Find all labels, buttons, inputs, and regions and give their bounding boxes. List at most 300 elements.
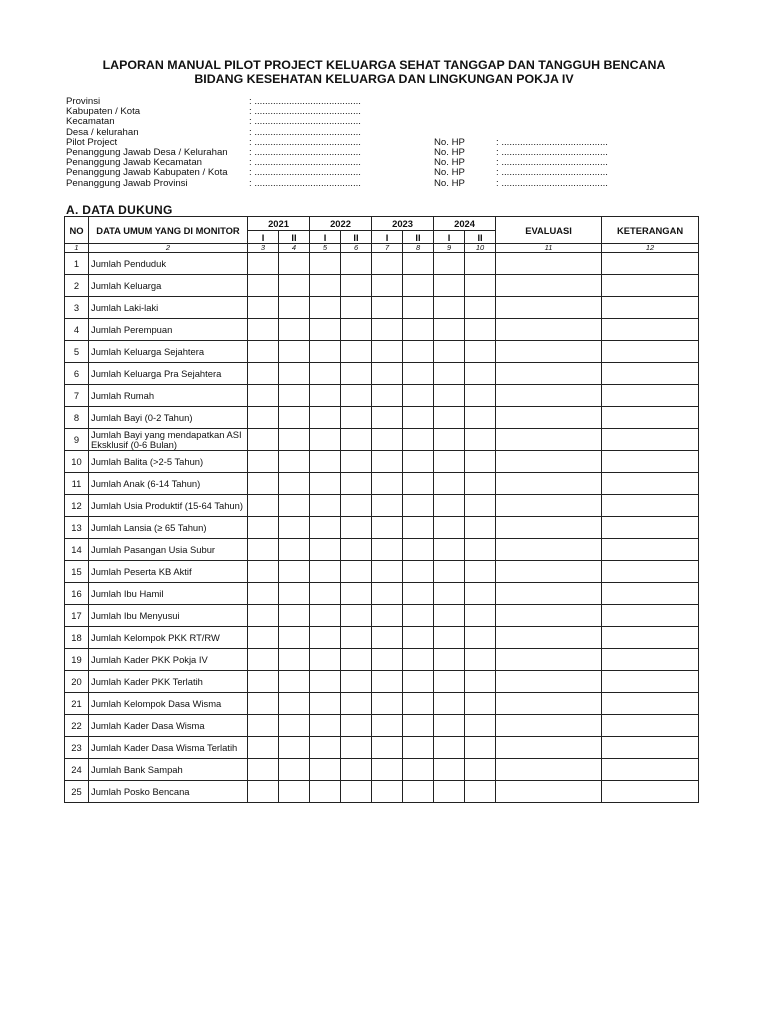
semester-cell[interactable] <box>403 429 434 451</box>
report-title <box>0 58 768 86</box>
semester-cell[interactable] <box>465 583 496 605</box>
hp-value: : ........................................ <box>496 146 608 158</box>
semester-cell[interactable] <box>465 451 496 473</box>
semester-cell[interactable] <box>372 539 403 561</box>
table-row <box>65 627 699 649</box>
semester-cell[interactable] <box>341 297 372 319</box>
row-number: 16 <box>65 583 89 605</box>
semester-cell[interactable] <box>310 495 341 517</box>
semester-cell[interactable] <box>403 561 434 583</box>
semester-cell[interactable] <box>341 407 372 429</box>
semester-cell[interactable] <box>341 275 372 297</box>
semester-cell[interactable] <box>279 561 310 583</box>
table-row <box>65 363 699 385</box>
semester-cell[interactable] <box>465 473 496 495</box>
semester-cell[interactable] <box>310 759 341 781</box>
row-label: Jumlah Kader PKK Terlatih <box>89 671 248 693</box>
semester-cell[interactable] <box>465 671 496 693</box>
row-number: 13 <box>65 517 89 539</box>
evaluasi-cell[interactable] <box>496 671 602 693</box>
evaluasi-cell[interactable] <box>496 407 602 429</box>
row-number: 15 <box>65 561 89 583</box>
evaluasi-cell[interactable] <box>496 539 602 561</box>
semester-cell[interactable] <box>341 451 372 473</box>
semester-cell[interactable] <box>465 517 496 539</box>
keterangan-cell[interactable] <box>602 341 699 363</box>
semester-cell[interactable] <box>403 627 434 649</box>
row-label: Jumlah Peserta KB Aktif <box>89 561 248 583</box>
semester-cell[interactable] <box>465 605 496 627</box>
semester-cell[interactable] <box>465 429 496 451</box>
evaluasi-cell[interactable] <box>496 561 602 583</box>
semester-cell[interactable] <box>372 561 403 583</box>
semester-cell[interactable] <box>434 407 465 429</box>
info-value: : ........................................ <box>249 116 361 128</box>
keterangan-cell[interactable] <box>602 561 699 583</box>
semester-cell[interactable] <box>248 451 279 473</box>
semester-cell[interactable] <box>465 649 496 671</box>
semester-cell[interactable] <box>310 671 341 693</box>
semester-cell[interactable] <box>372 363 403 385</box>
semester-cell[interactable] <box>465 693 496 715</box>
semester-cell[interactable] <box>248 429 279 451</box>
semester-cell[interactable] <box>248 297 279 319</box>
semester-cell[interactable] <box>403 517 434 539</box>
semester-cell[interactable] <box>279 781 310 803</box>
semester-cell[interactable] <box>341 605 372 627</box>
row-label: Jumlah Ibu Menyusui <box>89 605 248 627</box>
semester-cell[interactable] <box>279 341 310 363</box>
keterangan-cell[interactable] <box>602 759 699 781</box>
semester-cell[interactable] <box>279 451 310 473</box>
semester-cell[interactable] <box>248 253 279 275</box>
col-header-semester: I <box>434 231 465 244</box>
semester-cell[interactable] <box>403 693 434 715</box>
evaluasi-cell[interactable] <box>496 605 602 627</box>
col-number: 9 <box>434 244 465 253</box>
report-title-line-1: LAPORAN MANUAL PILOT PROJECT KELUARGA SEHAT TANGGAP DAN TANGGUH BENCANA <box>102 58 666 72</box>
semester-cell[interactable] <box>248 737 279 759</box>
info-value: : ........................................ <box>249 177 361 189</box>
table-row <box>65 253 699 275</box>
row-label: Jumlah Kader Dasa Wisma <box>89 715 248 737</box>
semester-cell[interactable] <box>279 715 310 737</box>
semester-cell[interactable] <box>248 517 279 539</box>
keterangan-cell[interactable] <box>602 429 699 451</box>
semester-cell[interactable] <box>403 385 434 407</box>
semester-cell[interactable] <box>434 319 465 341</box>
semester-cell[interactable] <box>310 583 341 605</box>
evaluasi-cell[interactable] <box>496 275 602 297</box>
semester-cell[interactable] <box>372 297 403 319</box>
semester-cell[interactable] <box>341 473 372 495</box>
semester-cell[interactable] <box>372 583 403 605</box>
row-number: 24 <box>65 759 89 781</box>
semester-cell[interactable] <box>279 627 310 649</box>
semester-cell[interactable] <box>403 451 434 473</box>
semester-cell[interactable] <box>310 253 341 275</box>
semester-cell[interactable] <box>248 759 279 781</box>
semester-cell[interactable] <box>341 583 372 605</box>
semester-cell[interactable] <box>465 341 496 363</box>
semester-cell[interactable] <box>434 429 465 451</box>
semester-cell[interactable] <box>248 671 279 693</box>
keterangan-cell[interactable] <box>602 649 699 671</box>
semester-cell[interactable] <box>403 319 434 341</box>
semester-cell[interactable] <box>279 385 310 407</box>
semester-cell[interactable] <box>279 363 310 385</box>
semester-cell[interactable] <box>403 649 434 671</box>
info-row <box>66 107 706 117</box>
semester-cell[interactable] <box>279 495 310 517</box>
semester-cell[interactable] <box>434 275 465 297</box>
semester-cell[interactable] <box>465 561 496 583</box>
semester-cell[interactable] <box>341 363 372 385</box>
semester-cell[interactable] <box>372 671 403 693</box>
semester-cell[interactable] <box>279 517 310 539</box>
semester-cell[interactable] <box>403 715 434 737</box>
semester-cell[interactable] <box>248 649 279 671</box>
evaluasi-cell[interactable] <box>496 341 602 363</box>
col-header-evaluasi: EVALUASI <box>496 217 602 244</box>
table-row <box>65 759 699 781</box>
semester-cell[interactable] <box>372 473 403 495</box>
semester-cell[interactable] <box>310 627 341 649</box>
evaluasi-cell[interactable] <box>496 649 602 671</box>
semester-cell[interactable] <box>341 495 372 517</box>
semester-cell[interactable] <box>279 407 310 429</box>
semester-cell[interactable] <box>434 363 465 385</box>
evaluasi-cell[interactable] <box>496 627 602 649</box>
keterangan-cell[interactable] <box>602 473 699 495</box>
semester-cell[interactable] <box>248 363 279 385</box>
semester-cell[interactable] <box>434 385 465 407</box>
evaluasi-cell[interactable] <box>496 429 602 451</box>
semester-cell[interactable] <box>403 781 434 803</box>
semester-cell[interactable] <box>341 737 372 759</box>
col-header-year-2021: 2021 <box>248 217 310 231</box>
semester-cell[interactable] <box>279 297 310 319</box>
semester-cell[interactable] <box>279 429 310 451</box>
semester-cell[interactable] <box>279 737 310 759</box>
semester-cell[interactable] <box>248 693 279 715</box>
semester-cell[interactable] <box>310 385 341 407</box>
evaluasi-cell[interactable] <box>496 473 602 495</box>
semester-cell[interactable] <box>465 297 496 319</box>
info-value: : ........................................ <box>249 167 361 179</box>
col-header-year-2023: 2023 <box>372 217 434 231</box>
semester-cell[interactable] <box>372 495 403 517</box>
semester-cell[interactable] <box>434 517 465 539</box>
evaluasi-cell[interactable] <box>496 517 602 539</box>
semester-cell[interactable] <box>372 737 403 759</box>
semester-cell[interactable] <box>403 495 434 517</box>
info-label: Kabupaten / Kota <box>66 106 141 118</box>
row-label: Jumlah Keluarga Sejahtera <box>89 341 248 363</box>
semester-cell[interactable] <box>403 583 434 605</box>
semester-cell[interactable] <box>341 429 372 451</box>
semester-cell[interactable] <box>279 275 310 297</box>
semester-cell[interactable] <box>341 693 372 715</box>
row-number: 6 <box>65 363 89 385</box>
semester-cell[interactable] <box>465 253 496 275</box>
info-value: : ........................................ <box>249 157 361 169</box>
semester-cell[interactable] <box>403 253 434 275</box>
semester-cell[interactable] <box>310 297 341 319</box>
semester-cell[interactable] <box>279 539 310 561</box>
identity-fields <box>66 97 706 189</box>
keterangan-cell[interactable] <box>602 627 699 649</box>
semester-cell[interactable] <box>403 363 434 385</box>
semester-cell[interactable] <box>465 407 496 429</box>
keterangan-cell[interactable] <box>602 451 699 473</box>
keterangan-cell[interactable] <box>602 385 699 407</box>
info-label: Penanggung Jawab Kabupaten / Kota <box>66 167 228 179</box>
hp-label: No. HP <box>434 177 465 189</box>
semester-cell[interactable] <box>279 583 310 605</box>
semester-cell[interactable] <box>310 473 341 495</box>
semester-cell[interactable] <box>372 451 403 473</box>
semester-cell[interactable] <box>248 473 279 495</box>
col-number: 1 <box>65 244 89 253</box>
evaluasi-cell[interactable] <box>496 693 602 715</box>
semester-cell[interactable] <box>310 319 341 341</box>
semester-cell[interactable] <box>341 253 372 275</box>
semester-cell[interactable] <box>310 649 341 671</box>
semester-cell[interactable] <box>465 319 496 341</box>
semester-cell[interactable] <box>310 561 341 583</box>
semester-cell[interactable] <box>248 275 279 297</box>
evaluasi-cell[interactable] <box>496 781 602 803</box>
semester-cell[interactable] <box>248 539 279 561</box>
keterangan-cell[interactable] <box>602 363 699 385</box>
semester-cell[interactable] <box>279 671 310 693</box>
semester-cell[interactable] <box>372 407 403 429</box>
semester-cell[interactable] <box>434 451 465 473</box>
semester-cell[interactable] <box>248 341 279 363</box>
keterangan-cell[interactable] <box>602 693 699 715</box>
semester-cell[interactable] <box>434 253 465 275</box>
semester-cell[interactable] <box>310 693 341 715</box>
row-number: 11 <box>65 473 89 495</box>
semester-cell[interactable] <box>310 341 341 363</box>
semester-cell[interactable] <box>310 429 341 451</box>
semester-cell[interactable] <box>279 605 310 627</box>
semester-cell[interactable] <box>403 759 434 781</box>
semester-cell[interactable] <box>248 715 279 737</box>
semester-cell[interactable] <box>310 539 341 561</box>
semester-cell[interactable] <box>310 407 341 429</box>
semester-cell[interactable] <box>372 605 403 627</box>
semester-cell[interactable] <box>310 781 341 803</box>
semester-cell[interactable] <box>403 539 434 561</box>
semester-cell[interactable] <box>341 715 372 737</box>
semester-cell[interactable] <box>434 781 465 803</box>
evaluasi-cell[interactable] <box>496 297 602 319</box>
table-row <box>65 781 699 803</box>
semester-cell[interactable] <box>341 341 372 363</box>
table-row <box>65 473 699 495</box>
semester-cell[interactable] <box>248 407 279 429</box>
keterangan-cell[interactable] <box>602 605 699 627</box>
semester-cell[interactable] <box>434 627 465 649</box>
table-row <box>65 275 699 297</box>
semester-cell[interactable] <box>341 759 372 781</box>
semester-cell[interactable] <box>341 627 372 649</box>
semester-cell[interactable] <box>465 385 496 407</box>
col-header-semester: II <box>279 231 310 244</box>
semester-cell[interactable] <box>310 605 341 627</box>
semester-cell[interactable] <box>434 693 465 715</box>
semester-cell[interactable] <box>372 341 403 363</box>
keterangan-cell[interactable] <box>602 539 699 561</box>
semester-cell[interactable] <box>403 473 434 495</box>
semester-cell[interactable] <box>434 715 465 737</box>
semester-cell[interactable] <box>310 715 341 737</box>
semester-cell[interactable] <box>248 583 279 605</box>
semester-cell[interactable] <box>434 605 465 627</box>
semester-cell[interactable] <box>310 451 341 473</box>
semester-cell[interactable] <box>434 583 465 605</box>
semester-cell[interactable] <box>341 561 372 583</box>
keterangan-cell[interactable] <box>602 715 699 737</box>
semester-cell[interactable] <box>372 253 403 275</box>
keterangan-cell[interactable] <box>602 319 699 341</box>
table-row <box>65 737 699 759</box>
semester-cell[interactable] <box>279 319 310 341</box>
table-row <box>65 561 699 583</box>
semester-cell[interactable] <box>341 517 372 539</box>
col-header-semester: I <box>310 231 341 244</box>
semester-cell[interactable] <box>372 385 403 407</box>
semester-cell[interactable] <box>279 649 310 671</box>
semester-cell[interactable] <box>372 781 403 803</box>
semester-cell[interactable] <box>465 627 496 649</box>
semester-cell[interactable] <box>372 759 403 781</box>
semester-cell[interactable] <box>310 737 341 759</box>
keterangan-cell[interactable] <box>602 781 699 803</box>
semester-cell[interactable] <box>248 319 279 341</box>
evaluasi-cell[interactable] <box>496 737 602 759</box>
semester-cell[interactable] <box>372 517 403 539</box>
table-row <box>65 583 699 605</box>
semester-cell[interactable] <box>279 759 310 781</box>
keterangan-cell[interactable] <box>602 407 699 429</box>
keterangan-cell[interactable] <box>602 297 699 319</box>
row-label: Jumlah Rumah <box>89 385 248 407</box>
evaluasi-cell[interactable] <box>496 385 602 407</box>
keterangan-cell[interactable] <box>602 671 699 693</box>
semester-cell[interactable] <box>434 759 465 781</box>
evaluasi-cell[interactable] <box>496 759 602 781</box>
semester-cell[interactable] <box>403 605 434 627</box>
semester-cell[interactable] <box>465 781 496 803</box>
semester-cell[interactable] <box>434 539 465 561</box>
semester-cell[interactable] <box>465 539 496 561</box>
hp-label: No. HP <box>434 167 465 179</box>
keterangan-cell[interactable] <box>602 275 699 297</box>
keterangan-cell[interactable] <box>602 737 699 759</box>
semester-cell[interactable] <box>465 759 496 781</box>
semester-cell[interactable] <box>310 363 341 385</box>
semester-cell[interactable] <box>434 297 465 319</box>
semester-cell[interactable] <box>372 693 403 715</box>
evaluasi-cell[interactable] <box>496 495 602 517</box>
semester-cell[interactable] <box>341 385 372 407</box>
semester-cell[interactable] <box>434 341 465 363</box>
semester-cell[interactable] <box>372 715 403 737</box>
info-row <box>66 117 706 127</box>
semester-cell[interactable] <box>372 319 403 341</box>
semester-cell[interactable] <box>372 649 403 671</box>
semester-cell[interactable] <box>310 275 341 297</box>
col-header-no: NO <box>65 217 89 244</box>
semester-cell[interactable] <box>341 539 372 561</box>
evaluasi-cell[interactable] <box>496 715 602 737</box>
semester-cell[interactable] <box>248 627 279 649</box>
semester-cell[interactable] <box>434 671 465 693</box>
semester-cell[interactable] <box>403 737 434 759</box>
evaluasi-cell[interactable] <box>496 583 602 605</box>
row-label: Jumlah Laki-laki <box>89 297 248 319</box>
semester-cell[interactable] <box>465 495 496 517</box>
semester-cell[interactable] <box>248 561 279 583</box>
row-label: Jumlah Bank Sampah <box>89 759 248 781</box>
col-number: 11 <box>496 244 602 253</box>
semester-cell[interactable] <box>341 671 372 693</box>
keterangan-cell[interactable] <box>602 583 699 605</box>
semester-cell[interactable] <box>403 275 434 297</box>
semester-cell[interactable] <box>372 627 403 649</box>
semester-cell[interactable] <box>434 473 465 495</box>
semester-cell[interactable] <box>341 319 372 341</box>
semester-cell[interactable] <box>465 737 496 759</box>
evaluasi-cell[interactable] <box>496 363 602 385</box>
semester-cell[interactable] <box>372 429 403 451</box>
evaluasi-cell[interactable] <box>496 319 602 341</box>
semester-cell[interactable] <box>279 253 310 275</box>
semester-cell[interactable] <box>465 715 496 737</box>
row-label: Jumlah Kader Dasa Wisma Terlatih <box>89 737 248 759</box>
row-label: Jumlah Kelompok PKK RT/RW <box>89 627 248 649</box>
semester-cell[interactable] <box>403 297 434 319</box>
keterangan-cell[interactable] <box>602 517 699 539</box>
semester-cell[interactable] <box>434 737 465 759</box>
semester-cell[interactable] <box>279 693 310 715</box>
semester-cell[interactable] <box>403 407 434 429</box>
semester-cell[interactable] <box>279 473 310 495</box>
semester-cell[interactable] <box>403 671 434 693</box>
evaluasi-cell[interactable] <box>496 253 602 275</box>
semester-cell[interactable] <box>248 495 279 517</box>
semester-cell[interactable] <box>372 275 403 297</box>
semester-cell[interactable] <box>434 495 465 517</box>
semester-cell[interactable] <box>403 341 434 363</box>
semester-cell[interactable] <box>465 275 496 297</box>
semester-cell[interactable] <box>341 781 372 803</box>
keterangan-cell[interactable] <box>602 253 699 275</box>
semester-cell[interactable] <box>465 363 496 385</box>
semester-cell[interactable] <box>248 385 279 407</box>
evaluasi-cell[interactable] <box>496 451 602 473</box>
semester-cell[interactable] <box>434 649 465 671</box>
semester-cell[interactable] <box>434 561 465 583</box>
keterangan-cell[interactable] <box>602 495 699 517</box>
semester-cell[interactable] <box>341 649 372 671</box>
semester-cell[interactable] <box>310 517 341 539</box>
semester-cell[interactable] <box>248 605 279 627</box>
semester-cell[interactable] <box>248 781 279 803</box>
